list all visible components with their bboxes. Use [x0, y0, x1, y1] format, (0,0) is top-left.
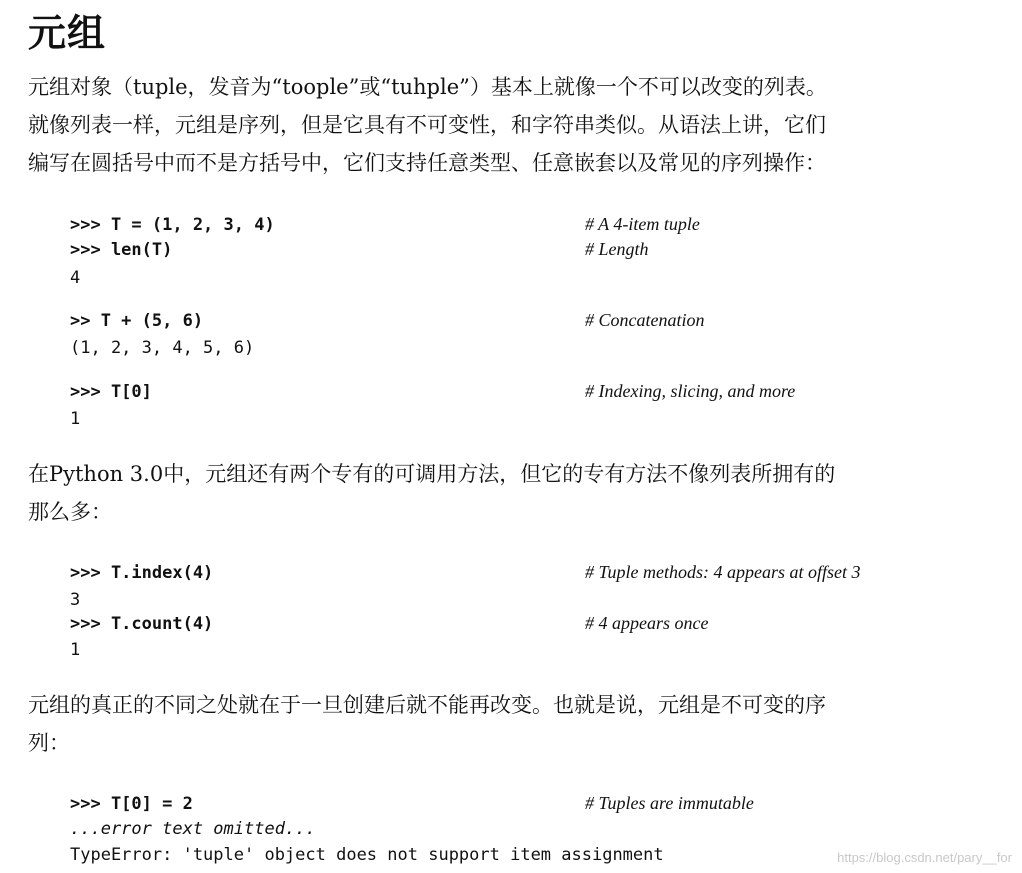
code-output: TypeError: 'tuple' object does not support item assignment: [70, 845, 664, 865]
code-comment: # Tuple methods: 4 appears at offset 3: [585, 562, 861, 582]
page-title: 元组: [28, 11, 107, 55]
code-line: >>> T = (1, 2, 3, 4): [70, 215, 275, 235]
methods-line-1: 在Python 3.0中，元组还有两个专有的可调用方法，但它的专有方法不像列表所拥有的: [28, 462, 836, 486]
code-comment: # A 4-item tuple: [585, 214, 700, 234]
code-line: >> T + (5, 6): [70, 311, 204, 331]
code-comment: # Tuples are immutable: [585, 793, 754, 813]
code-output: (1, 2, 3, 4, 5, 6): [70, 338, 255, 358]
immutable-line-1: 元组的真正的不同之处就在于一旦创建后就不能再改变。也就是说，元组是不可变的序: [28, 693, 826, 717]
code-line: >>> len(T): [70, 240, 173, 260]
methods-paragraph: [28, 455, 1000, 531]
code-output: ...error text omitted...: [70, 819, 316, 839]
code-output: 3: [70, 590, 81, 610]
intro-line-2: 就像列表一样，元组是序列，但是它具有不可变性，和字符串类似。从语法上讲，它们: [28, 113, 826, 137]
code-output: 4: [70, 268, 81, 288]
code-output: 1: [70, 409, 81, 429]
intro-line-1: 元组对象（tuple，发音为“toople”或“tuhple”）基本上就像一个不可以改变的列表。: [28, 75, 827, 99]
code-comment: # Length: [585, 239, 649, 259]
code-comment: # Indexing, slicing, and more: [585, 381, 796, 401]
immutable-paragraph: [28, 686, 1000, 762]
intro-paragraph: [28, 68, 1000, 182]
code-line: >>> T[0]: [70, 382, 152, 402]
watermark: https://blog.csdn.net/pary__for: [837, 850, 1012, 865]
code-line: >>> T[0] = 2: [70, 794, 193, 814]
intro-line-3: 编写在圆括号中而不是方括号中，它们支持任意类型、任意嵌套以及常见的序列操作：: [28, 151, 826, 175]
code-line: >>> T.index(4): [70, 563, 214, 583]
methods-line-2: 那么多：: [28, 500, 112, 524]
immutable-line-2: 列：: [28, 731, 70, 755]
code-comment: # Concatenation: [585, 310, 705, 330]
code-line: >>> T.count(4): [70, 614, 214, 634]
code-output: 1: [70, 640, 81, 660]
code-comment: # 4 appears once: [585, 613, 709, 633]
